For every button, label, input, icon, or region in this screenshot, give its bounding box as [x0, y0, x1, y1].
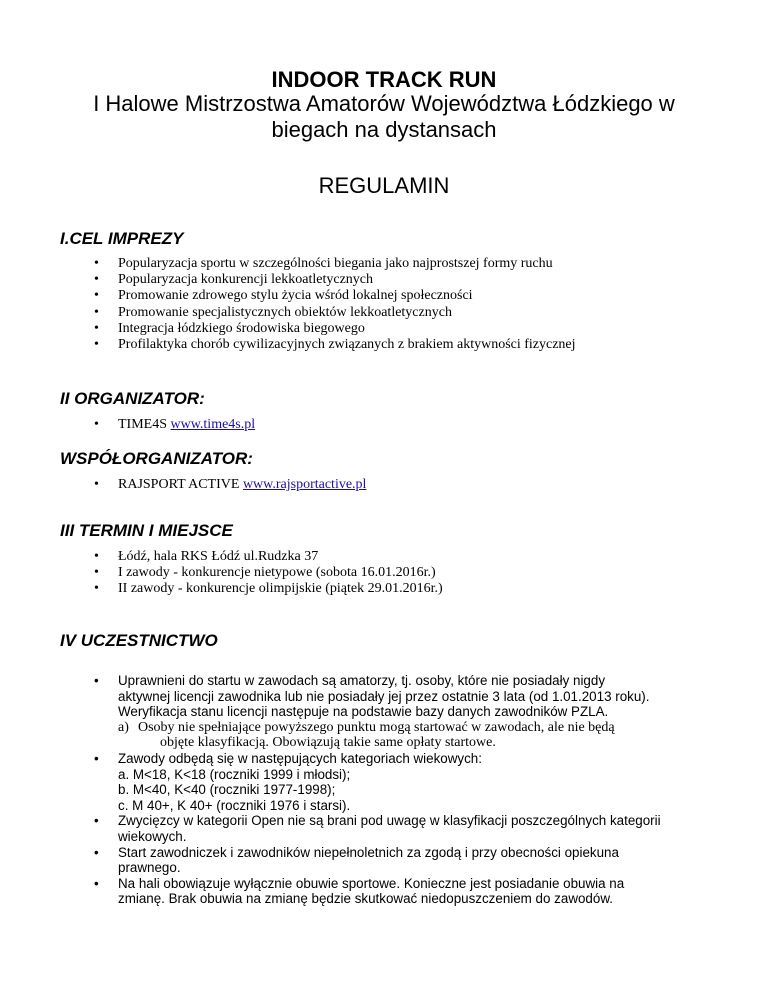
- subtitle-line: biegach na dystansach: [271, 117, 497, 142]
- list-item: • TIME4S www.time4s.pl: [94, 417, 256, 432]
- list-item: • Start zawodniczek i zawodników niepełnoletnich za zgodą i przy obecności opiekuna prawnego.: [94, 844, 619, 876]
- section-heading-cel: I.CEL IMPREZY: [60, 229, 184, 248]
- termin-list: [94, 549, 443, 598]
- list-item: • Promowanie zdrowego stylu życia wśród lokalnej społeczności: [94, 288, 473, 304]
- uczestnictwo-list: [94, 673, 661, 907]
- section-heading-wspolorganizator: WSPÓŁORGANIZATOR:: [60, 449, 253, 468]
- organizer-link[interactable]: www.time4s.pl: [170, 417, 256, 432]
- list-item: • Profilaktyka chorób cywilizacyjnych związanych z brakiem aktywności fizycznej: [94, 337, 576, 353]
- subtitle-line: I Halowe Mistrzostwa Amatorów Województwa Łódzkiego w: [93, 91, 675, 116]
- section-heading-uczestnictwo: IV UCZESTNICTWO: [60, 631, 218, 650]
- list-item: • RAJSPORT ACTIVE www.rajsportactive.pl: [94, 477, 367, 492]
- coorganizer-name: RAJSPORT ACTIVE: [118, 477, 240, 492]
- regulamin-heading: REGULAMIN: [318, 173, 450, 198]
- list-item: • Na hali obowiązuje wyłącznie obuwie sportowe. Konieczne jest posiadanie obuwia na zmianę. Brak obuwia na zmianę będzie skutkować niedopuszczeniem do zawodów.: [94, 875, 625, 907]
- list-item: • Promowanie specjalistycznych obiektów lekkoatletycznych: [94, 304, 452, 320]
- list-item: • Popularyzacja konkurencji lekkoatletycznych: [94, 272, 374, 288]
- section-heading-organizator: II ORGANIZATOR:: [60, 389, 205, 408]
- section-heading-termin: III TERMIN I MIEJSCE: [60, 521, 233, 540]
- list-item: • I zawody - konkurencje nietypowe (sobota 16.01.2016r.): [94, 565, 436, 581]
- cel-list: [94, 256, 576, 353]
- organizator-list: [94, 417, 255, 433]
- organizer-name: TIME4S: [118, 417, 167, 432]
- list-item: • Integracja łódzkiego środowiska biegowego: [94, 320, 365, 336]
- document-subtitle: [0, 91, 768, 143]
- list-item: • Łódź, hala RKS Łódź ul.Rudzka 37: [94, 549, 319, 564]
- wspolorganizator-list: [94, 477, 366, 493]
- list-item: • Popularyzacja sportu w szczególności biegania jako najprostszej formy ruchu: [94, 256, 553, 271]
- list-item: • Uprawnieni do startu w zawodach są amatorzy, tj. osoby, które nie posiadały nigdy aktywnej licencji zawodnika lub nie posiadały jej przez ostatnie 3 lata (od 1.01.2013 roku). Weryfikacja stanu licencji następuje na podstawie bazy danych zawodników PZLA. a) Osoby nie spełniające powyższego punktu mogą startować w zawodach, ale nie będą objęte klasyfikacją. Obowiązują takie same opłaty startowe.: [94, 673, 650, 751]
- document-title: INDOOR TRACK RUN: [271, 67, 497, 92]
- list-item: • Zwycięzcy w kategorii Open nie są brani pod uwagę w klasyfikacji poszczególnych kategorii wiekowych.: [94, 813, 661, 844]
- list-item: • Zawody odbędą się w następujących kategoriach wiekowych: a. M<18, K<18 (roczniki 1999 i młodsi); b. M<40, K<40 (roczniki 1977-1998); c. M 40+, K 40+ (roczniki 1976 i starsi).: [94, 750, 482, 813]
- list-item: • II zawody - konkurencje olimpijskie (piątek 29.01.2016r.): [94, 581, 443, 597]
- coorganizer-link[interactable]: www.rajsportactive.pl: [242, 477, 367, 492]
